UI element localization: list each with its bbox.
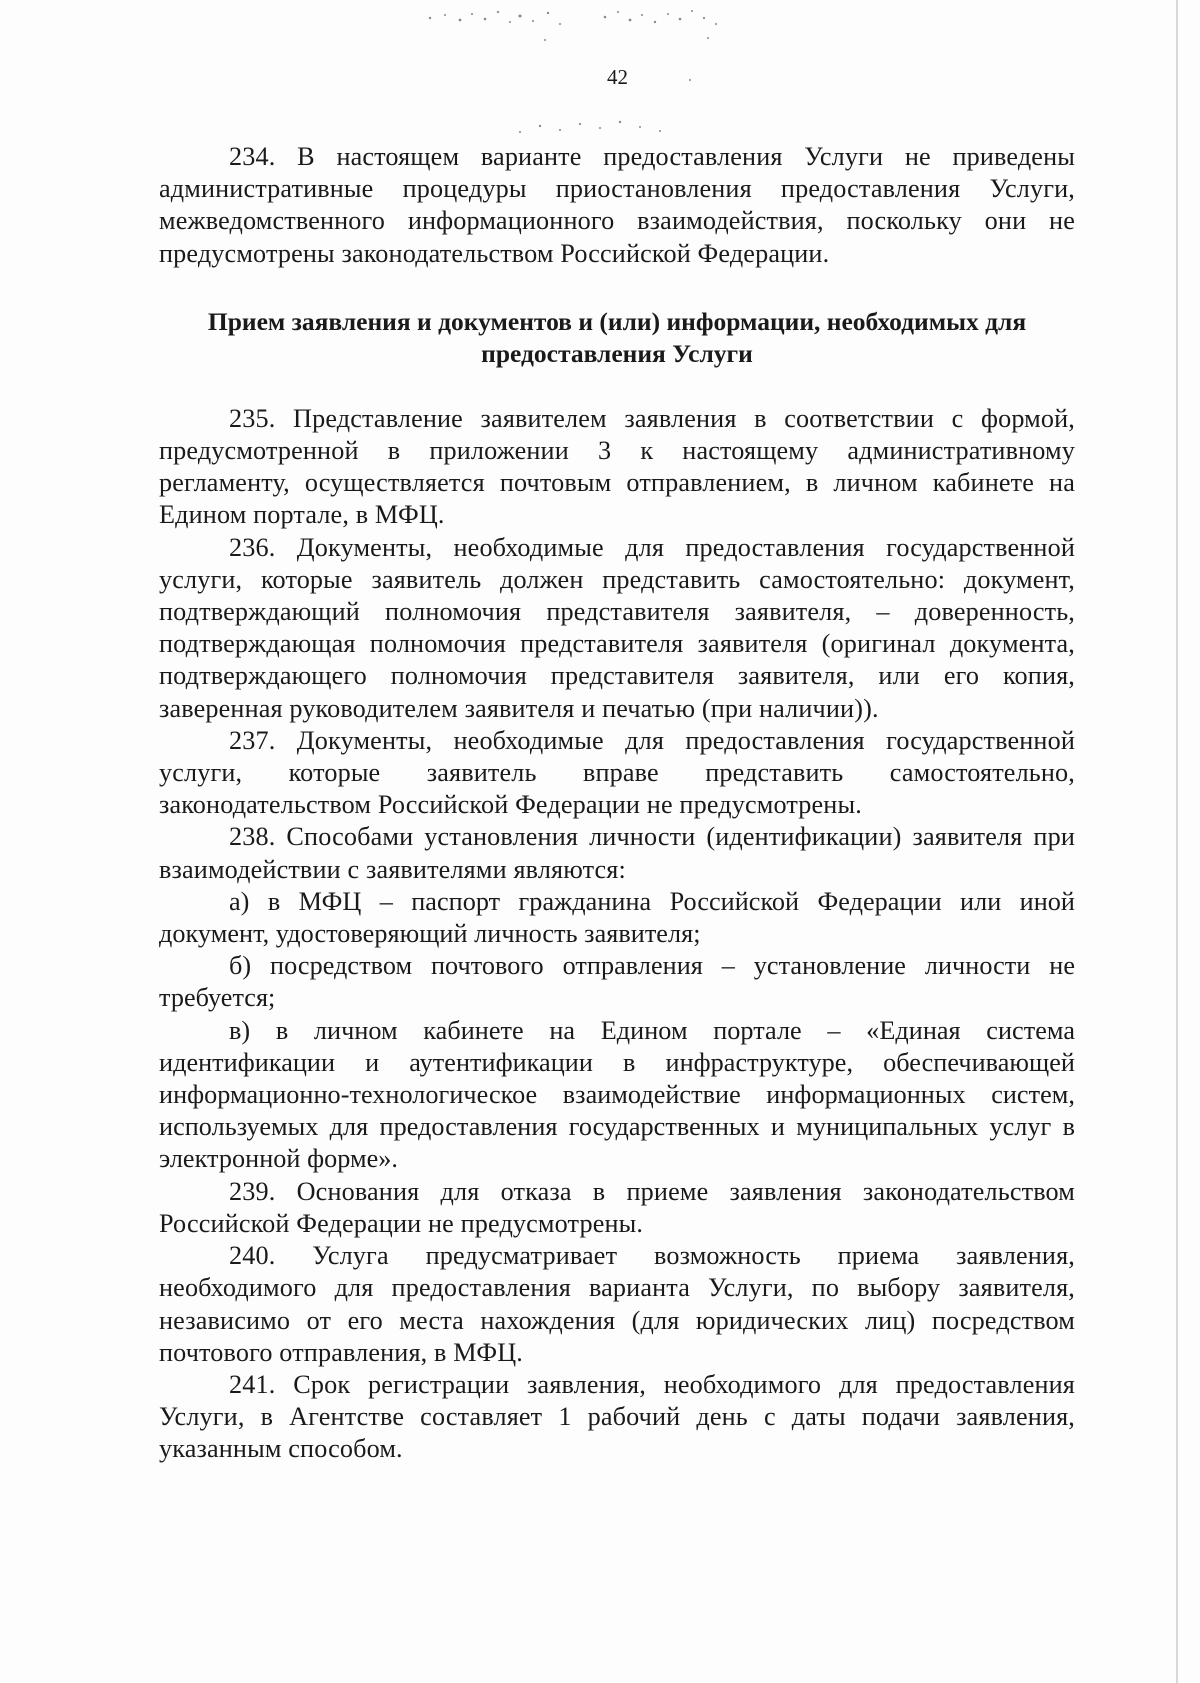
paragraph-238-item-a: а) в МФЦ – паспорт гражданина Российской Федерации или иной документ, удостоверяющий личность заявителя;	[159, 886, 1075, 949]
paragraph-235: 235. Представление заявителем заявления в соответствии с формой, предусмотренной в приложении 3 к настоящему административному регламенту, осуществляется почтовым отправлением, в личном кабинете на Едином портале, в МФЦ.	[159, 403, 1075, 530]
paragraph-239: 239. Основания для отказа в приеме заявления законодательством Российской Федерации не предусмотрены.	[159, 1176, 1075, 1238]
scan-edge	[1176, 0, 1178, 1683]
document-body	[159, 141, 1075, 1466]
paragraph-237: 237. Документы, необходимые для предоставления государственной услуги, которые заявитель вправе представить самостоятельно, законодательством Российской Федерации не предусмотрены.	[159, 725, 1075, 820]
paragraph-238-item-v: в) в личном кабинете на Едином портале – «Единая система идентификации и аутентификации в инфраструктуре, обеспечивающей информационно-технологическое взаимодействие информационных систем, используемых для предоставления государственных и муниципальных услуг в электронной форме».	[159, 1015, 1075, 1174]
paragraph-241: 241. Срок регистрации заявления, необходимого для предоставления Услуги, в Агентстве составляет 1 рабочий день с даты подачи заявления, указанным способом.	[159, 1369, 1075, 1464]
paragraph-238: 238. Способами установления личности (идентификации) заявителя при взаимодействии с заявителями являются:	[159, 822, 1075, 884]
paragraph-236: 236. Документы, необходимые для предоставления государственной услуги, которые заявитель должен представить самостоятельно: документ, подтверждающий полномочия представителя заявителя, – доверенность, подтверждающая полномочия представителя заявителя (оригинал документа, подтверждающего полномочия представителя заявителя, или его копия, заверенная руководителем заявителя и печатью (при наличии)).	[159, 532, 1075, 723]
paragraph-240: 240. Услуга предусматривает возможность приема заявления, необходимого для предоставления варианта Услуги, по выбору заявителя, независимо от его места нахождения (для юридических лиц) посредством почтового отправления, в МФЦ.	[159, 1241, 1075, 1367]
section-heading: Прием заявления и документов и (или) информации, необходимых для предоставления Услуги	[207, 306, 1027, 368]
page-number: 42	[607, 65, 628, 89]
paragraph-234: 234. В настоящем варианте предоставления Услуги не приведены административные процедуры приостановления предоставления Услуги, межведомственного информационного взаимодействия, поскольку они не предусмотрены законодательством Российской Федерации.	[159, 142, 1075, 268]
paragraph-238-item-b: б) посредством почтового отправления – установление личности не требуется;	[159, 951, 1075, 1013]
